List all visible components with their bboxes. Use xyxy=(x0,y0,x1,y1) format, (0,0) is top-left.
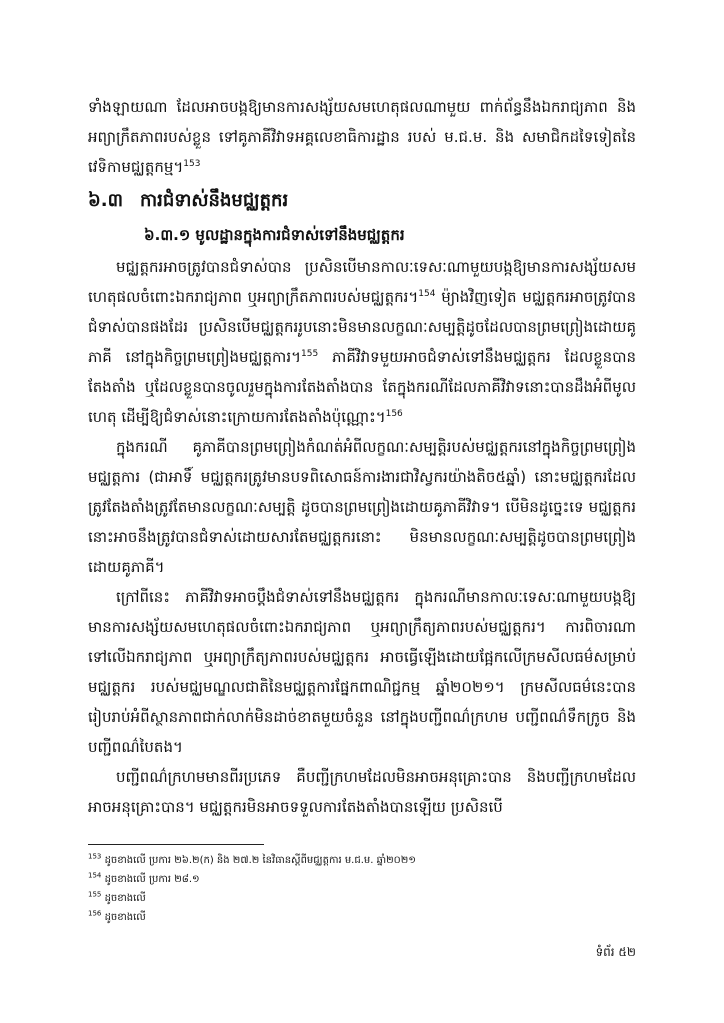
paragraph-text: មជ្ឈត្តករអាចត្រូវបានជំទាស់បាន ប្រសិនបើមានកាលៈទេសៈណាមួយបង្កឱ្យមានការសង្ស័យសមហេតុផលចំពោះឯករាជ្យភាព ឬអព្យាក្រឹតភាពរបស់មជ្ឈត្តករ។ xyxy=(88,258,636,306)
footnote-divider xyxy=(88,844,264,845)
footnote-number: 154 xyxy=(88,871,102,880)
page-number: ទំព័រ ៥២ xyxy=(595,945,636,959)
section-heading xyxy=(88,184,636,218)
paragraph: បញ្ជីពណ៌ក្រហមមានពីរប្រភេទ គឺបញ្ជីក្រហមដែលមិនអាចអនុគ្រោះបាន និងបញ្ជីក្រហមដែលអាចអនុគ្រោះបាន។ មជ្ឈត្តករមិនអាចទទួលការតែងតាំងបានឡើយ ប្រសិនបើ xyxy=(88,768,636,816)
footnote-text: ដូចខាងលើ ប្រការ ២៦.២(ក) និង ២៧.២ នៃវិធានស្ដីពីមជ្ឈត្តការ ម.ជ.ម. ឆ្នាំ២០២១ xyxy=(104,855,416,866)
paragraph-text: ភាគីវិវាទមួយអាចជំទាស់ទៅនឹងមជ្ឈត្តករ ដែលខ្លួនបានតែងតាំង ឬដែលខ្លួនបានចូលរួមក្នុងការតែងតាំងបាន តែក្នុងករណីដែលភាគីវិវាទនោះបានដឹងអំពីមូលហេតុ ដើម្បីឱ្យជំទាស់នោះក្រោយការតែងតាំងប៉ុណ្ណោះ។ xyxy=(88,348,636,426)
footnote-number: 156 xyxy=(88,909,102,918)
footnote-text: ដូចខាងលើ ប្រការ ២៨.១ xyxy=(104,874,200,885)
footnote-text: ដូចខាងលើ xyxy=(104,893,146,904)
subsection-title: មូលដ្ឋានក្នុងការជំទាស់ទៅនឹងមជ្ឈត្តករ xyxy=(195,226,405,244)
footnote xyxy=(88,889,636,908)
footnote-ref[interactable]: 156 xyxy=(385,409,403,419)
body-content xyxy=(88,92,636,822)
section-number: ៦.៣ xyxy=(88,190,123,211)
footnote-ref[interactable]: 153 xyxy=(183,159,201,169)
paragraph: ក្រៅពីនេះ ភាគីវិវាទអាចប្ដឹងជំទាស់ទៅនឹងមជ្ឈត្តករ ក្នុងករណីមានកាលៈទេសៈណាមួយបង្កឱ្យមានការសង្ស័យសមហេតុផលចំពោះឯករាជ្យភាព ឬអព្យាក្រឹត្យភាពរបស់មជ្ឈត្តករ។ ការពិចារណាទៅលើឯករាជ្យភាព ឬអព្យាក្រឹត្យភាពរបស់មជ្ឈត្តករ អាចធ្វើឡើងដោយផ្អែកលើក្រមសីលធម៌សម្រាប់មជ្ឈត្តករ របស់មជ្ឈមណ្ឌលជាតិនៃមជ្ឈត្តការផ្នែកពាណិជ្ជកម្ម ឆ្នាំ២០២១។ ក្រមសីលធម៌នេះបានរៀបរាប់អំពីស្ថានភាពជាក់លាក់មិនដាច់ខាតមួយចំនួន នៅក្នុងបញ្ជីពណ៌ក្រហម បញ្ជីពណ៌ទឹកក្រូច និងបញ្ជីពណ៌បៃតង។ xyxy=(88,588,636,756)
footnote-ref[interactable]: 155 xyxy=(301,349,319,359)
footnote-number: 153 xyxy=(88,852,102,861)
footnote-ref[interactable]: 154 xyxy=(418,289,436,299)
subsection-number: ៦.៣.១ xyxy=(144,226,191,244)
paragraph xyxy=(88,252,636,432)
footnote xyxy=(88,908,636,927)
footnote xyxy=(88,851,636,870)
paragraph-text: ម៉្យាងវិញទៀត មជ្ឈត្តករអាចត្រូវបានជំទាស់បានផងដែរ ប្រសិនបើមជ្ឈត្តកររូបនោះមិនមានលក្ខណៈសម្បត្តិដូចដែលបានព្រមព្រៀងដោយគូភាគី នៅក្នុងកិច្ចព្រមព្រៀងមជ្ឈត្តការ។ xyxy=(88,288,636,366)
footnote-text: ដូចខាងលើ xyxy=(104,912,146,923)
footnote xyxy=(88,870,636,889)
section-title: ការជំទាស់នឹងមជ្ឈត្តករ xyxy=(140,190,289,211)
subsection-heading xyxy=(88,218,636,252)
footnotes-section xyxy=(88,844,636,927)
paragraph: ក្នុងករណី គូភាគីបានព្រមព្រៀងកំណត់អំពីលក្ខណៈសម្បត្តិរបស់មជ្ឈត្តករនៅក្នុងកិច្ចព្រមព្រៀងមជ្ឈត្តការ (ជាអាទិ៍ មជ្ឈត្តករត្រូវមានបទពិសោធន៍ការងារជាវិស្វករយ៉ាងតិច៥ឆ្នាំ) នោះមជ្ឈត្តករដែលត្រូវតែងតាំងត្រូវតែមានលក្ខណៈសម្បត្តិ ដូចបានព្រមព្រៀងដោយគូភាគីវិវាទ។ បើមិនដូច្នេះទេ មជ្ឈត្តករនោះអាចនឹងត្រូវបានជំទាស់ដោយសារតែមជ្ឈត្តករនោះ មិនមានលក្ខណៈសម្បត្តិដូចបានព្រមព្រៀងដោយគូភាគី។ xyxy=(88,438,636,576)
footnote-number: 155 xyxy=(88,890,102,899)
paragraph-text: ទាំងឡាយណា ដែលអាចបង្កឱ្យមានការសង្ស័យសមហេតុផលណាមួយ ពាក់ព័ន្ធនឹងឯករាជ្យភាព និង អព្យាក្រឹតភាពរបស់ខ្លួន ទៅគូភាគីវិវាទអគ្គលេខាធិការដ្ឋាន របស់ ម.ជ.ម. និង សមាជិកដទៃទៀតនៃវេទិកាមជ្ឈត្តកម្ម។ xyxy=(88,98,636,176)
paragraph-continued xyxy=(88,92,636,182)
